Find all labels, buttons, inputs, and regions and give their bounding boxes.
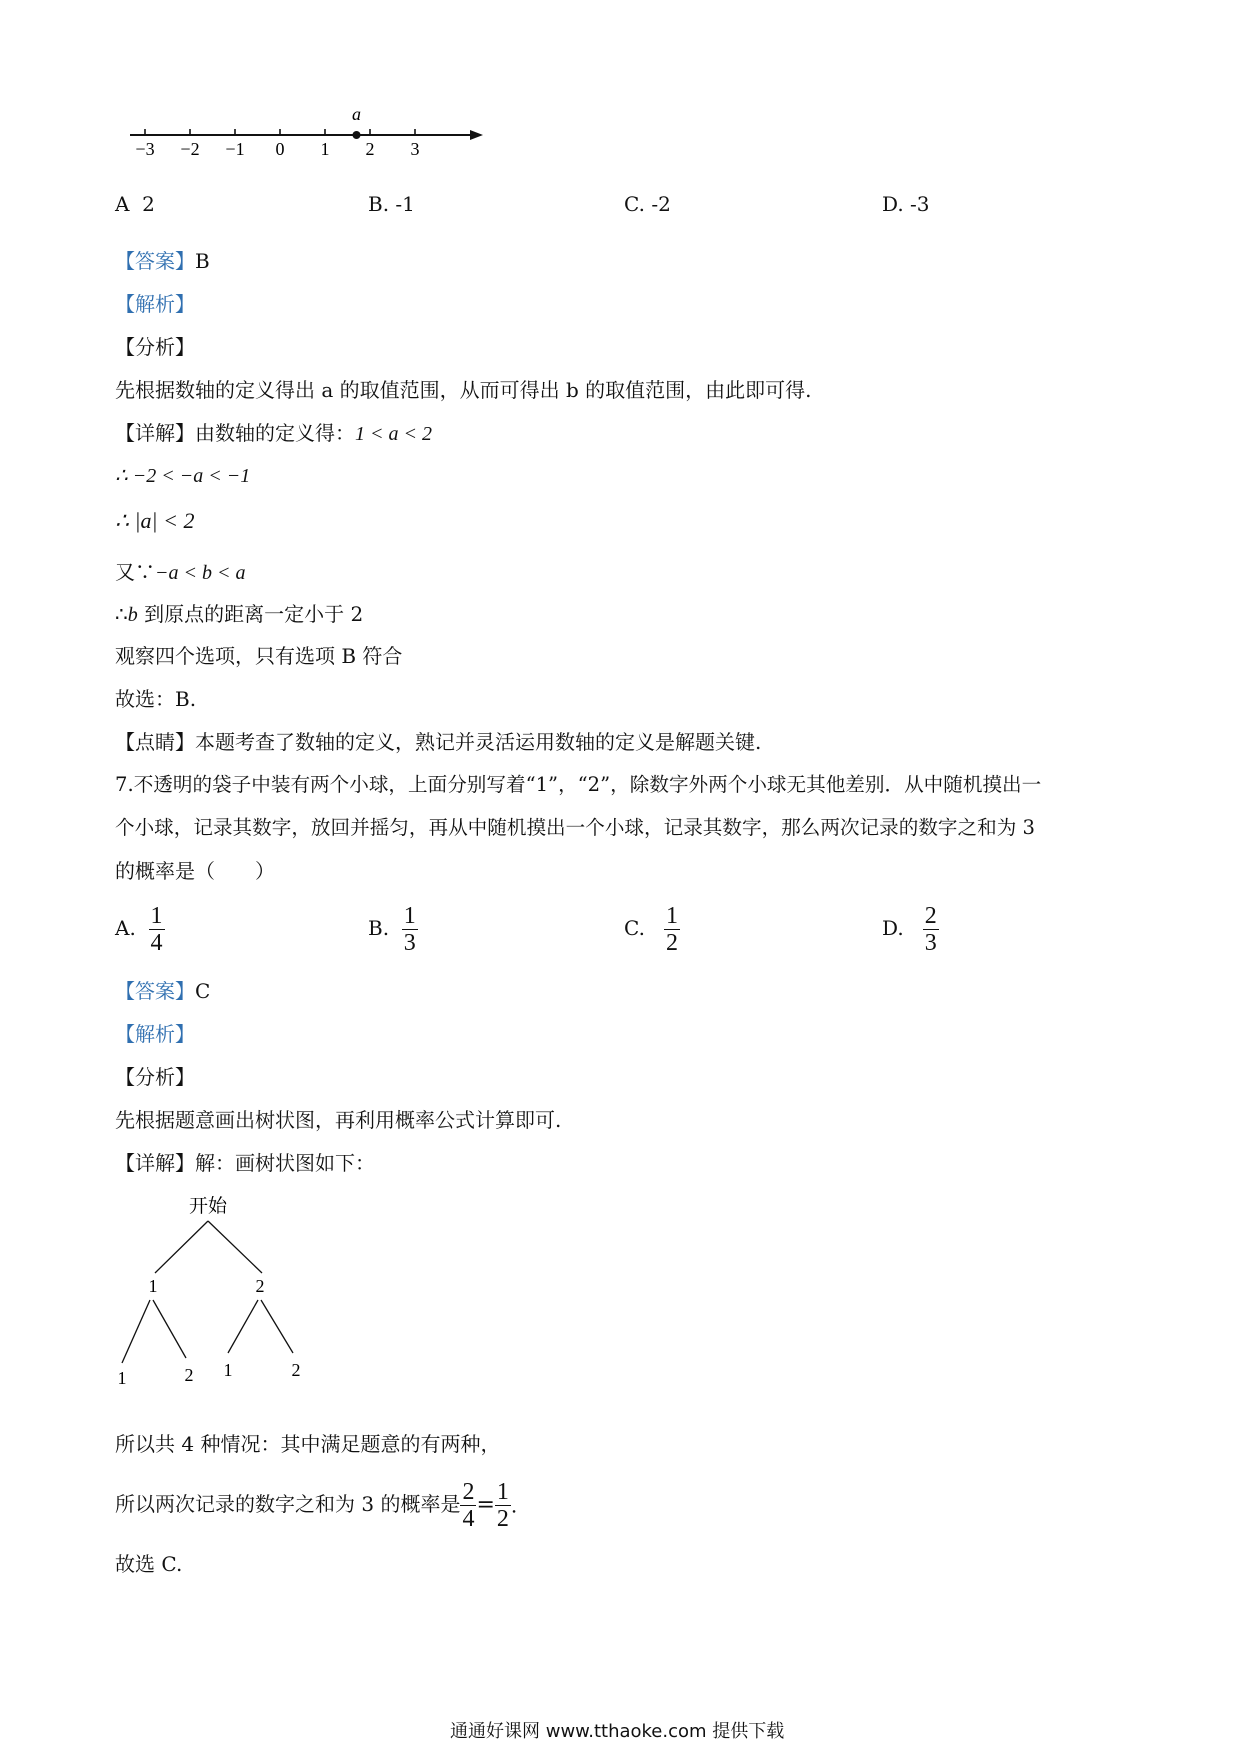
q6-option-b (368, 190, 415, 218)
number-line-tick-label: 0 (275, 139, 285, 159)
answer-tag: 【答案】 (115, 249, 195, 273)
tree-level2-node: 1 (117, 1368, 127, 1388)
tree-diagram (110, 1188, 330, 1388)
q7-option-d (882, 903, 939, 956)
option-label: D. (882, 916, 904, 940)
q7-option-c (624, 903, 680, 956)
q6-step-4 (115, 558, 246, 587)
q7-xiangjie (115, 1149, 375, 1177)
point-a (353, 131, 361, 139)
option-text: -1 (395, 192, 415, 216)
dianjing-text: 本题考查了数轴的定义，熟记并灵活运用数轴的定义是解题关键. (195, 730, 762, 754)
step-5-prefix: ∴ (115, 602, 128, 626)
number-line-tick-label: −1 (225, 139, 245, 159)
result-fraction-2: $\frac{1}{2}$ (496, 1479, 509, 1532)
q6-option-d (882, 190, 930, 218)
q7-result-line-2 (115, 1476, 517, 1534)
xiangjie-tag: 【详解】 (115, 421, 195, 445)
tree-level2-node: 2 (291, 1360, 301, 1380)
step-4-prefix: 又∵ (115, 560, 155, 584)
result-text: 所以两次记录的数字之和为 3 的概率是 (115, 1492, 461, 1516)
q6-dianjing (115, 728, 761, 756)
point-a-label: a (352, 104, 361, 124)
option-label: B. (368, 192, 390, 216)
q6-fenxi-tag: 【分析】 (115, 335, 195, 359)
number-line-tick-label: 2 (365, 139, 375, 159)
tree-edge (261, 1300, 293, 1353)
tree-edge (208, 1221, 262, 1273)
option-text: 2 (142, 192, 155, 216)
option-label: D. (882, 192, 904, 216)
tree-level2-node: 2 (184, 1365, 194, 1385)
q7-stem-line-1: 7.不透明的袋子中装有两个小球，上面分别写着“1”，“2”，除数字外两个小球无其他差别．从中随机摸出一 (115, 773, 1042, 796)
result-fraction-1: $\frac{2}{4}$ (462, 1479, 475, 1532)
q6-step-6: 观察四个选项，只有选项 B 符合 (115, 644, 403, 668)
q6-step-3: ∴ |a| < 2 (115, 508, 195, 533)
tree-edge (122, 1300, 150, 1363)
tree-edge (228, 1300, 258, 1353)
xiangjie-text: 由数轴的定义得： (195, 421, 355, 445)
q6-fenxi-text: 先根据数轴的定义得出 a 的取值范围，从而可得出 b 的取值范围，由此即可得. (115, 378, 812, 402)
number-line-tick-label: 3 (410, 139, 420, 159)
q6-option-c (624, 190, 671, 218)
dianjing-tag: 【点睛】 (115, 730, 195, 754)
q7-stem-line-3: 的概率是（ ） (115, 859, 275, 883)
xiangjie-tag: 【详解】 (115, 1151, 195, 1175)
number-line-figure (125, 100, 485, 170)
option-label: A (115, 192, 130, 216)
number-line-tick-label: 1 (320, 139, 330, 159)
tree-edge (155, 1221, 208, 1273)
q6-xiangjie (115, 419, 432, 448)
tree-level1-node: 1 (148, 1276, 158, 1296)
option-label: B. (368, 916, 390, 940)
q7-answer (115, 977, 210, 1005)
q6-answer (115, 247, 210, 275)
answer-value: C (195, 979, 211, 1003)
q6-step-7: 故选：B. (115, 687, 197, 711)
q6-option-a (115, 190, 155, 218)
q7-result-line-3: 故选 C. (115, 1552, 183, 1576)
option-label: A. (115, 916, 136, 940)
answer-value: B (195, 249, 210, 273)
number-line-arrow (470, 130, 483, 140)
q7-result-line-1: 所以共 4 种情况：其中满足题意的有两种， (115, 1432, 501, 1456)
q7-fenxi-text: 先根据题意画出树状图，再利用概率公式计算即可. (115, 1108, 562, 1132)
step-4-inequality: −a < b < a (155, 562, 246, 584)
tree-level2-node: 1 (223, 1360, 233, 1380)
q7-fenxi-tag: 【分析】 (115, 1065, 195, 1089)
number-line-tick-label: −2 (180, 139, 200, 159)
tree-level1-node: 2 (255, 1276, 265, 1296)
q7-stem-line-2: 个小球，记录其数字，放回并摇匀，再从中随机摸出一个小球，记录其数字，那么两次记录的数字之和为 3 (115, 816, 1036, 839)
step-5-text: 到原点的距离一定小于 2 (137, 602, 364, 626)
answer-tag: 【答案】 (115, 979, 195, 1003)
period: . (510, 1493, 518, 1518)
inequality-1: 1 < a < 2 (355, 423, 432, 445)
q6-jiexi-tag: 【解析】 (115, 292, 195, 316)
page-footer: 通通好课网 www.tthaoke.com 提供下载 (450, 1721, 785, 1742)
tree-root: 开始 (188, 1195, 228, 1217)
q7-jiexi-tag: 【解析】 (115, 1022, 195, 1046)
option-fraction: $\frac{1}{3}$ (403, 903, 416, 956)
equals-sign: = (476, 1492, 495, 1518)
option-fraction: $\frac{2}{3}$ (924, 903, 937, 956)
option-fraction: $\frac{1}{2}$ (666, 903, 679, 956)
q6-step-5 (115, 600, 363, 629)
option-text: -3 (910, 192, 930, 216)
number-line-tick-label: −3 (135, 139, 155, 159)
tree-edge (153, 1300, 186, 1358)
q7-option-b (368, 903, 418, 956)
q6-step-2: ∴ −2 < −a < −1 (115, 465, 251, 487)
option-label: C. (624, 192, 645, 216)
q7-option-a (115, 903, 165, 956)
option-fraction: $\frac{1}{4}$ (150, 903, 163, 956)
step-5-var: b (127, 604, 138, 626)
option-text: -2 (651, 192, 671, 216)
option-label: C. (624, 916, 645, 940)
xiangjie-text: 解：画树状图如下： (195, 1151, 375, 1175)
